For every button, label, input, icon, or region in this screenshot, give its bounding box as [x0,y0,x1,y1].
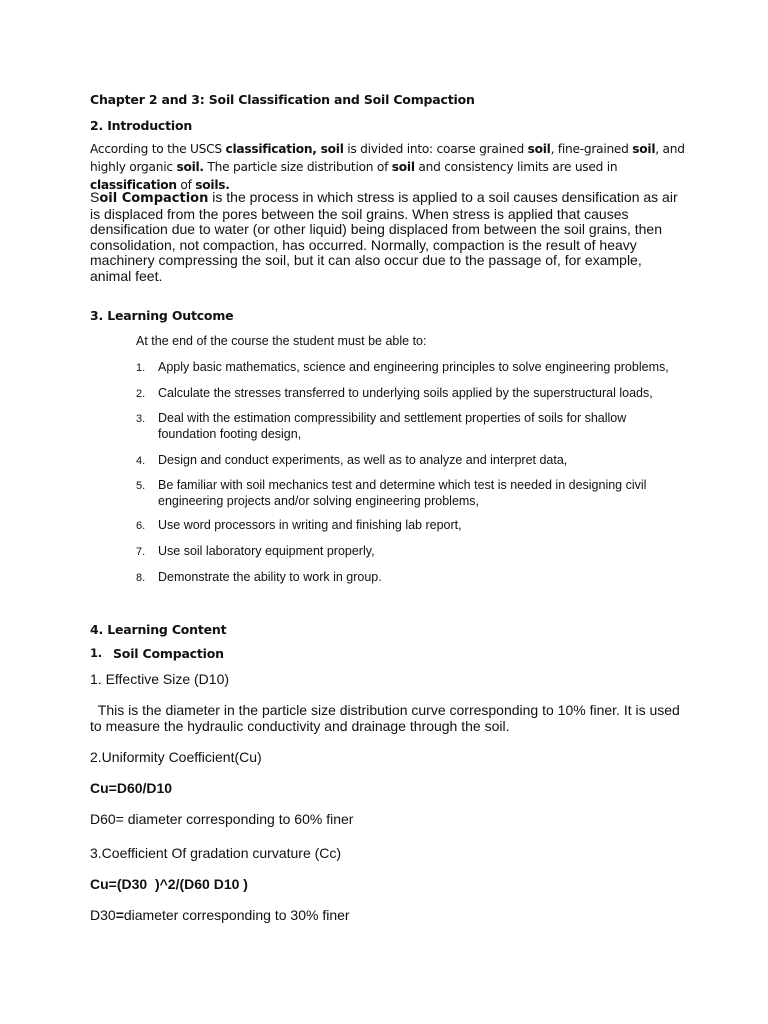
effective-size-title: 1. Effective Size (D10) [90,671,230,687]
intro-text: of [176,178,196,192]
d30-text: diameter corresponding to 30% finer [123,907,350,923]
list-item: Be familiar with soil mechanics test and determine which test is needed in designing civil engineering projects and/or solving engineering problems, [158,478,647,508]
intro-text-bold: soil [632,142,656,156]
subsection-title: Soil Compaction [113,646,224,661]
uniformity-coefficient-formula: Cu=D60/D10 [90,780,173,796]
compaction-paragraph [90,190,680,284]
list-item: Deal with the estimation compressibility and settlement properties of soils for shallow foundation footing design, [158,411,627,441]
compaction-text: is the process in which stress is applied to a soil causes densification as air is displaced from the pores between the soil grains. When stress is applied that causes densification due to water (or other liquid) being displaced from between the soil grains, then consolidation, not compaction, has occurred. Normally, compaction is the result of heavy machinery compressing the soil, but it can also occur due to the passage of, for example, animal feet. [90,189,678,284]
intro-text: The particle size distribution of [203,160,392,174]
list-item-number: 7. [136,546,146,558]
list-item-number: 4. [136,455,146,467]
learning-outcome-heading: 3. Learning Outcome [90,308,234,323]
introduction-heading: 2. Introduction [90,118,193,133]
list-item: Apply basic mathematics, science and engineering principles to solve engineering problems, [158,360,669,374]
list-item: Design and conduct experiments, as well as to analyze and interpret data, [158,453,568,467]
list-item-number: 1. [136,362,146,374]
page-title: Chapter 2 and 3: Soil Classification and Soil Compaction [90,92,475,107]
intro-text: and consistency limits are used in [414,160,618,174]
intro-text-bold: soils. [195,178,230,192]
intro-text-bold: soil [527,142,551,156]
learning-content-heading: 4. Learning Content [90,622,227,637]
intro-text-bold: soil [391,160,415,174]
intro-text: According to the USCS [90,142,226,156]
learning-outcome-lead: At the end of the course the student must be able to: [136,334,427,348]
introduction-paragraph [90,140,690,194]
d30-equals: = [115,907,124,923]
intro-text: , fine-grained [550,142,633,156]
list-item: Calculate the stresses transferred to underlying soils applied by the superstructural loads, [158,386,653,400]
subsection-number: 1. [90,646,102,660]
compaction-term: oil Compaction [99,191,209,206]
effective-size-description: This is the diameter in the particle size distribution curve corresponding to 10% finer. It is used to measure the hydraulic conductivity and drainage through the soil. [90,702,684,734]
list-item-number: 8. [136,572,146,584]
intro-text-bold: classification, soil [225,142,344,156]
list-item-number: 2. [136,388,146,400]
list-item: Use word processors in writing and finishing lab report, [158,518,462,532]
list-item: Use soil laboratory equipment properly, [158,544,375,558]
list-item: Demonstrate the ability to work in group. [158,570,382,584]
uniformity-coefficient-title: 2.Uniformity Coefficient(Cu) [90,749,262,765]
gradation-coefficient-title: 3.Coefficient Of gradation curvature (Cc) [90,845,342,861]
d60-definition: D60= diameter corresponding to 60% finer [90,811,354,827]
list-item-number: 5. [136,480,146,492]
intro-text: , and highly organic [90,142,685,174]
intro-text: is divided into: coarse grained [343,142,528,156]
compaction-initial: S [90,189,100,205]
list-item-number: 3. [136,413,146,425]
intro-text-bold: soil. [176,160,204,174]
d30-definition [90,908,350,924]
d30-label: D30 [90,907,116,923]
intro-text-bold: classification [90,178,177,192]
list-item-number: 6. [136,520,146,532]
gradation-coefficient-formula: Cu=(D30 )^2/(D60 D10 ) [90,876,248,892]
